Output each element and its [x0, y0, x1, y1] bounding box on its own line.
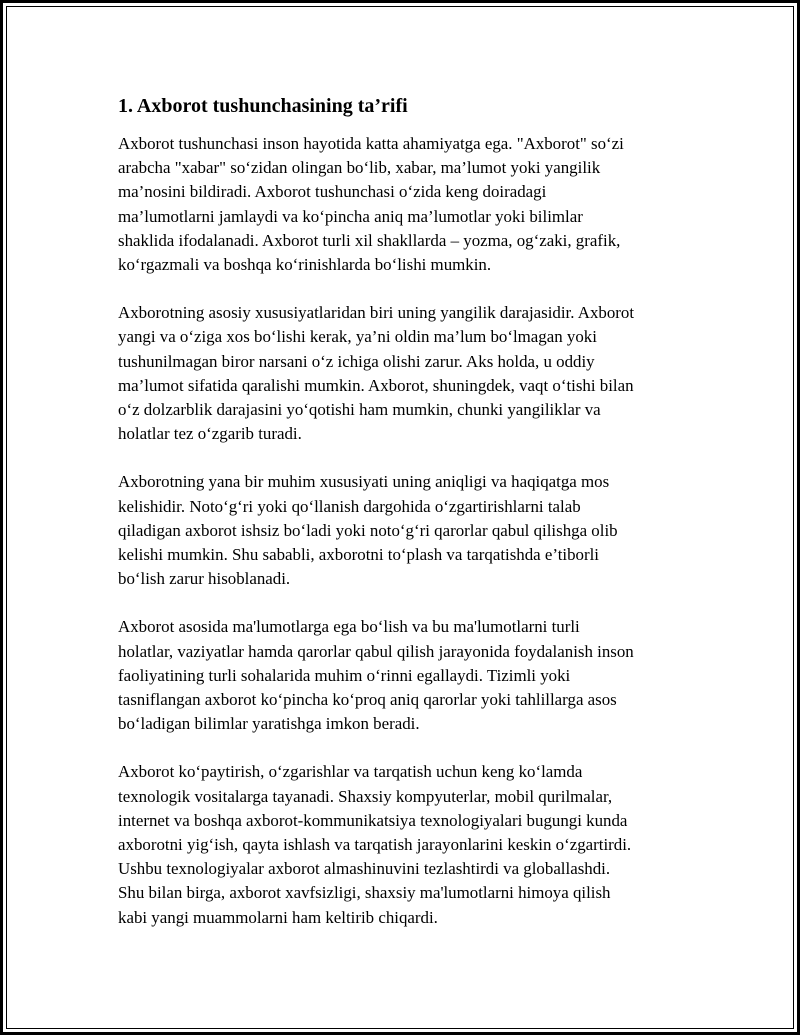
text-line: axborotni yig‘ish, qayta ishlash va tarqatish jarayonlarini keskin o‘zgartirdi.: [118, 835, 632, 855]
paragraph-5: [118, 760, 688, 929]
section-heading: 1. Axborot tushunchasining ta’rifi: [118, 95, 408, 117]
paragraph-4: [118, 615, 688, 736]
text-line: bo‘ladigan bilimlar yaratishga imkon beradi.: [118, 714, 420, 734]
text-line: tushunilmagan biror narsani o‘z ichiga olishi zarur. Aks holda, u oddiy: [118, 351, 595, 371]
text-line: Axborot ko‘paytirish, o‘zgarishlar va tarqatish uchun keng ko‘lamda: [118, 762, 583, 782]
text-line: ma’lumot sifatida qaralishi mumkin. Axborot, shuningdek, vaqt o‘tishi bilan: [118, 375, 634, 395]
text-line: Ushbu texnologiyalar axborot almashinuvini tezlashtirdi va globallashdi.: [118, 859, 611, 879]
text-line: holatlar tez o‘zgarib turadi.: [118, 424, 302, 444]
text-line: kabi yangi muammolarni ham keltirib chiqardi.: [118, 907, 438, 927]
text-line: ma’nosini bildiradi. Axborot tushunchasi o‘zida keng doiradagi: [118, 182, 547, 202]
text-line: faoliyatining turli sohalarida muhim o‘rinni egallaydi. Tizimli yoki: [118, 665, 571, 685]
text-line: yangi va o‘ziga xos bo‘lishi kerak, ya’ni oldin ma’lum bo‘lmagan yoki: [118, 327, 597, 347]
paragraph-2: [118, 301, 688, 446]
text-line: shaklida ifodalanadi. Axborot turli xil shakllarda – yozma, og‘zaki, grafik,: [118, 230, 621, 250]
text-line: qiladigan axborot ishsiz bo‘ladi yoki noto‘g‘ri qarorlar qabul qilishga olib: [118, 520, 618, 540]
text-line: kelishi mumkin. Shu sababli, axborotni to‘plash va tarqatishda e’tiborli: [118, 545, 599, 565]
text-line: Axborot asosida ma'lumotlarga ega bo‘lish va bu ma'lumotlarni turli: [118, 617, 580, 637]
text-line: ma’lumotlarni jamlaydi va ko‘pincha aniq ma’lumotlar yoki bilimlar: [118, 206, 583, 226]
paragraph-3: [118, 470, 688, 591]
text-line: tasniflangan axborot ko‘pincha ko‘proq aniq qarorlar yoki tahlillarga asos: [118, 690, 617, 710]
text-line: Axborot tushunchasi inson hayotida katta ahamiyatga ega. "Axborot" so‘zi: [118, 134, 624, 153]
document-body: [118, 92, 688, 954]
text-line: Shu bilan birga, axborot xavfsizligi, shaxsiy ma'lumotlarni himoya qilish: [118, 883, 611, 903]
text-line: internet va boshqa axborot-kommunikatsiya texnologiyalari bugungi kunda: [118, 810, 628, 830]
text-line: holatlar, vaziyatlar hamda qarorlar qabul qilish jarayonida foydalanish inson: [118, 641, 634, 661]
paragraph-1: [118, 132, 688, 277]
text-line: ko‘rgazmali va boshqa ko‘rinishlarda bo‘lishi mumkin.: [118, 255, 492, 275]
text-line: arabcha "xabar" so‘zidan olingan bo‘lib, xabar, ma’lumot yoki yangilik: [118, 158, 601, 178]
text-line: kelishidir. Noto‘g‘ri yoki qo‘llanish dargohida o‘zgartirishlarni talab: [118, 496, 581, 516]
text-line: o‘z dolzarblik darajasini yo‘qotishi ham mumkin, chunki yangiliklar va: [118, 400, 601, 420]
text-line: Axborotning asosiy xususiyatlaridan biri uning yangilik darajasidir. Axborot: [118, 303, 635, 323]
text-line: bo‘lish zarur hisoblanadi.: [118, 569, 291, 589]
text-line: texnologik vositalarga tayanadi. Shaxsiy kompyuterlar, mobil qurilmalar,: [118, 786, 613, 806]
text-line: Axborotning yana bir muhim xususiyati uning aniqligi va haqiqatga mos: [118, 472, 610, 492]
